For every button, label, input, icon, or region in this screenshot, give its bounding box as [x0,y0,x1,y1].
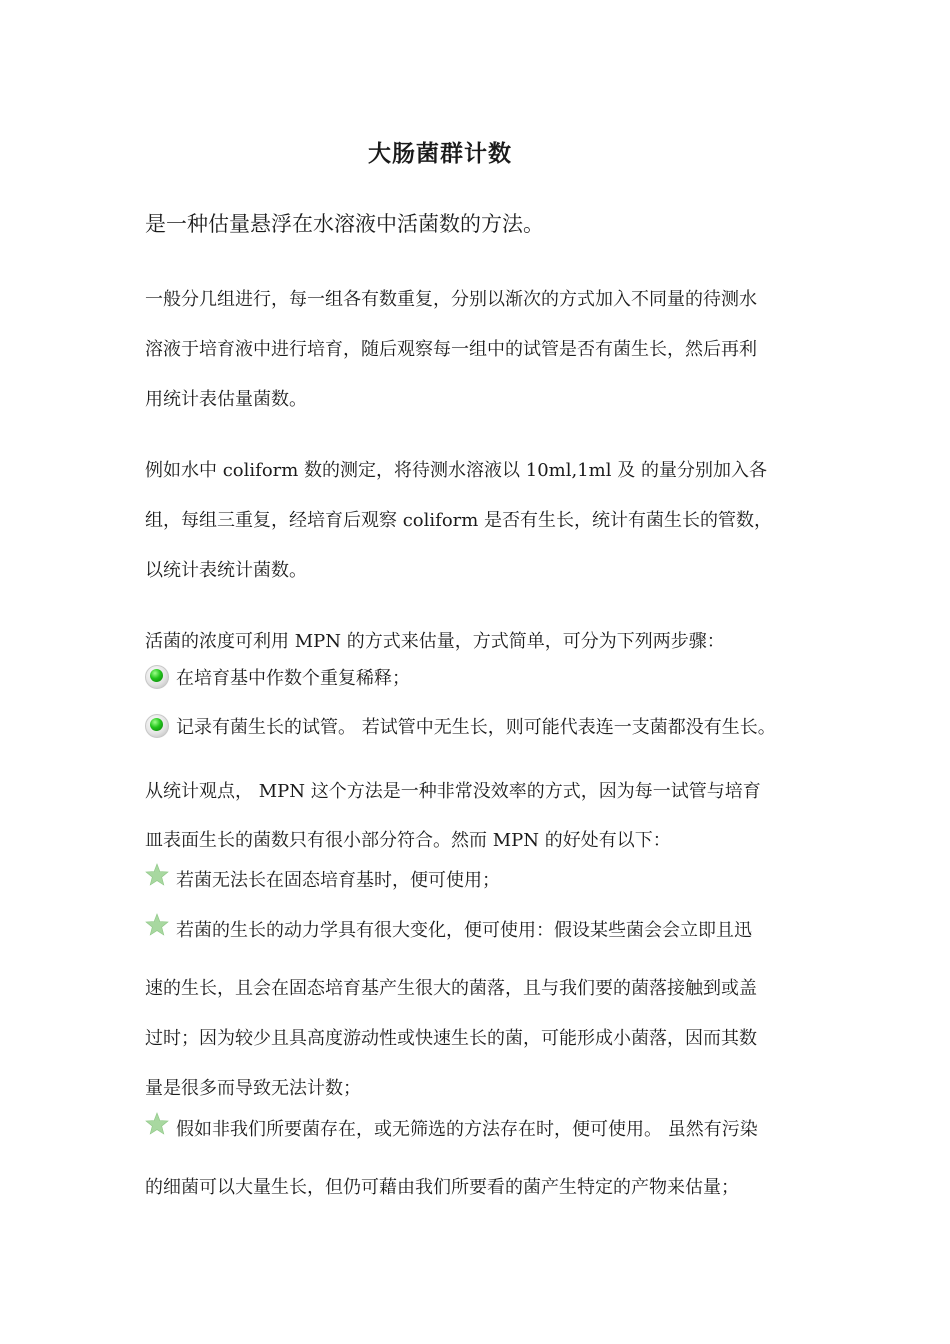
advantage-text: 若菌的生长的动力学具有很大变化，便可使用：假设某些菌会会立即且迅 [176,920,752,941]
advantage-2-line-3: 过时；因为较少且具高度游动性或快速生长的菌，可能形成小菌落，因而其数 [145,1028,757,1049]
advantage-item-3 [145,1115,758,1141]
step-text: 在培育基中作数个重复稀释； [176,668,410,689]
step-item-2 [145,713,776,739]
green-dot-icon [145,714,169,738]
paragraph-1-line-1: 一般分几组进行，每一组各有数重复，分别以渐次的方式加入不同量的待测水 [145,289,757,310]
paragraph-4-line-1: 从统计观点， MPN 这个方法是一种非常没效率的方式，因为每一试管与培育 [145,781,761,802]
advantage-3-line-2: 的细菌可以大量生长，但仍可藉由我们所要看的菌产生特定的产物来估量； [145,1177,739,1198]
advantage-text: 假如非我们所要菌存在，或无筛选的方法存在时，便可使用。 虽然有污染 [176,1119,758,1140]
advantage-item-2 [145,916,752,942]
star-icon [145,863,169,887]
advantage-text: 若菌无法长在固态培育基时，便可使用； [176,870,500,891]
star-icon [145,1112,169,1136]
advantage-2-line-4: 量是很多而导致无法计数； [145,1078,361,1099]
intro-text: 是一种估量悬浮在水溶液中活菌数的方法。 [145,212,544,236]
paragraph-3: 活菌的浓度可利用 MPN 的方式来估量，方式简单，可分为下列两步骤： [145,631,725,652]
paragraph-2-line-3: 以统计表统计菌数。 [145,560,307,581]
advantage-item-1 [145,866,500,892]
paragraph-1-line-2: 溶液于培育液中进行培育，随后观察每一组中的试管是否有菌生长，然后再利 [145,339,757,360]
document-title: 大肠菌群计数 [368,140,512,167]
paragraph-2-line-1: 例如水中 coliform 数的测定，将待测水溶液以 10ml,1ml 及 的量分别加入各 [145,460,767,481]
step-item-1 [145,664,410,690]
advantage-2-line-2: 速的生长，且会在固态培育基产生很大的菌落，且与我们要的菌落接触到或盖 [145,978,757,999]
step-text: 记录有菌生长的试管。 若试管中无生长，则可能代表连一支菌都没有生长。 [176,717,776,738]
green-dot-icon [145,665,169,689]
star-icon [145,913,169,937]
paragraph-1-line-3: 用统计表估量菌数。 [145,389,307,410]
paragraph-4-line-2: 皿表面生长的菌数只有很小部分符合。然而 MPN 的好处有以下： [145,830,671,851]
paragraph-2-line-2: 组，每组三重复，经培育后观察 coliform 是否有生长，统计有菌生长的管数， [145,510,773,531]
